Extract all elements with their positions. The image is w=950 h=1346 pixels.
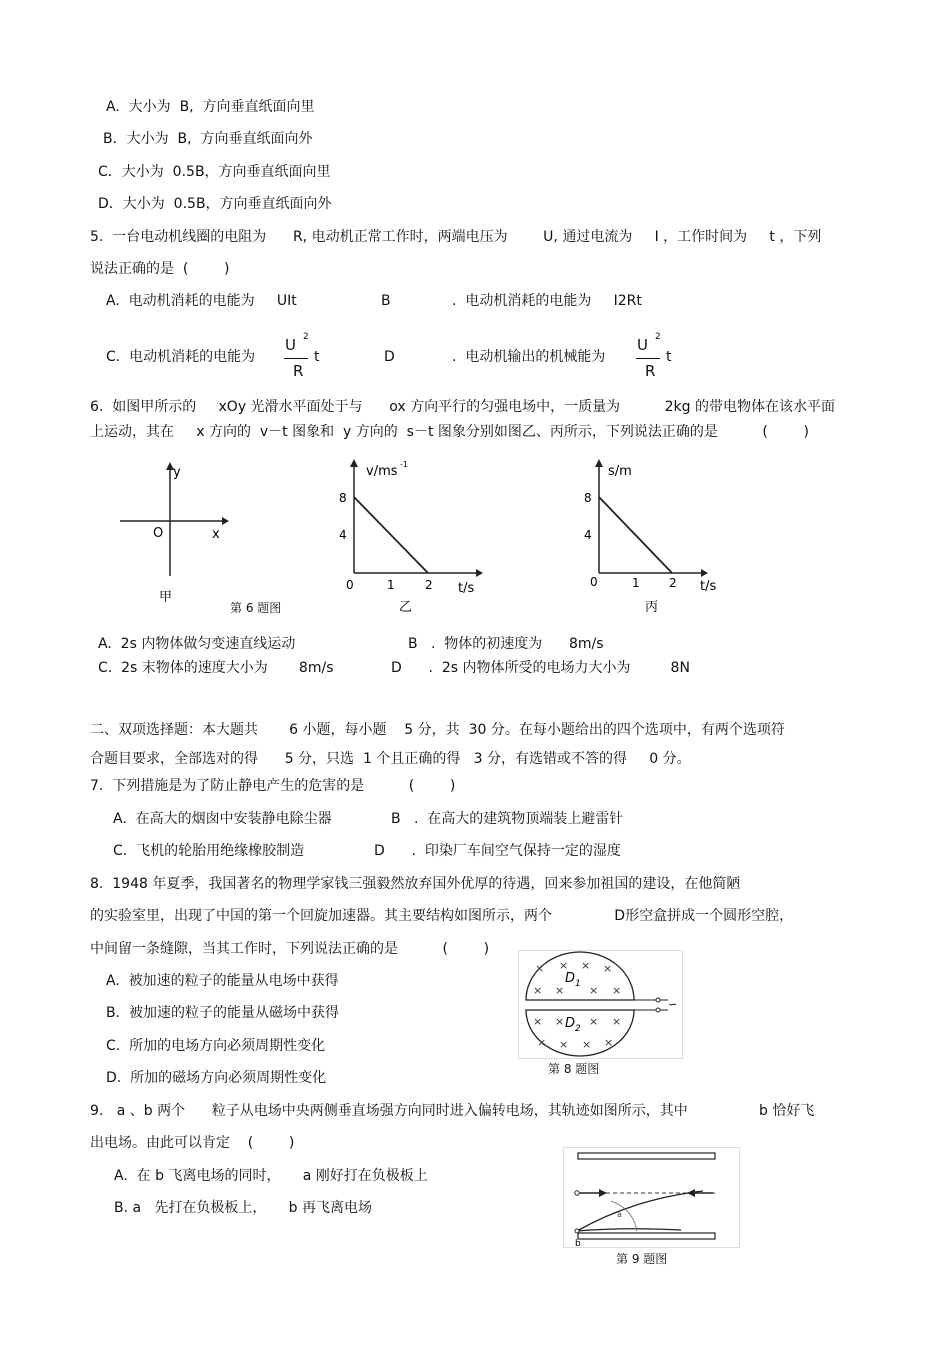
fraction-variable-t: t [666, 349, 672, 365]
q5-option-c-fraction [284, 333, 324, 383]
section2-heading-line1: 二、双项选择题：本大题共 6 小题，每小题 5 分，共 30 分。在每小题给出的四个选项中，有两个选项符 [90, 722, 785, 738]
svg-text:×: × [537, 1036, 547, 1049]
q5-option-d-letter: D [384, 349, 395, 365]
y-axis-arrow [350, 459, 358, 467]
fraction-superscript: 2 [303, 332, 309, 342]
q9-deflection-figure [563, 1147, 741, 1249]
fraction-bar [636, 358, 660, 359]
q8-option-a: A. 被加速的粒子的能量从电场中获得 [106, 973, 339, 989]
q9-stem-line1: 9. a 、b 两个 粒子从电场中央两侧垂直场强方向同时进入偏转电场，其轨迹如图所示，其中 b 恰好飞 [90, 1103, 815, 1119]
q6-figure-yi [330, 455, 510, 615]
q6-option-d: D . 2s 内物体所受的电场力大小为 8N [391, 660, 690, 676]
x-axis-label: x [212, 527, 220, 542]
x-tick-label: 2 [669, 576, 677, 590]
q5-option-c: C. 电动机消耗的电能为 [106, 349, 256, 365]
q4-option-d: D．大小为 0.5B，方向垂直纸面向外 [98, 196, 332, 212]
svg-text:×: × [581, 959, 591, 972]
particle-a-entry-point [575, 1191, 579, 1195]
q5-option-d: . 电动机输出的机械能为 [452, 349, 606, 365]
q4-option-b: B．大小为 B, 方向垂直纸面向外 [103, 131, 313, 147]
svg-text:×: × [555, 1015, 565, 1028]
fraction-numerator: U [637, 336, 648, 354]
svg-text:×: × [533, 1015, 543, 1028]
q6-option-c: C. 2s 末物体的速度大小为 8m/s [98, 660, 334, 676]
y-axis-label-superscript: -1 [400, 460, 408, 469]
x-tick-label: 1 [387, 578, 395, 592]
q6-stem-line2: 上运动，其在 x 方向的 v－t 图象和 y 方向的 s－t 图象分别如图乙、丙所示，下列说法正确的是 ( ) [90, 424, 809, 440]
q8-figure-caption: 第 8 题图 [548, 1062, 600, 1076]
magnetic-field-crosses-upper [533, 959, 621, 997]
label-a: a [617, 1210, 622, 1219]
y-axis-label: y [173, 465, 181, 480]
q4-option-c: C．大小为 0.5B，方向垂直纸面向里 [98, 164, 331, 180]
y-axis-arrow [595, 459, 603, 467]
q8-stem-line2: 的实验室里，出现了中国的第一个回旋加速器。其主要结构如图所示，两个 D形空盒拼成一个圆形空腔， [90, 908, 794, 924]
q5-option-d-fraction [636, 333, 676, 383]
q5-stem-line2: 说法正确的是 ( ) [90, 261, 230, 277]
q6-figure-caption: 第 6 题图 [230, 601, 282, 615]
x-axis-arrow [222, 517, 229, 525]
q9-option-a: A. 在 b 飞离电场的同时， a 刚好打在负极板上 [114, 1168, 428, 1184]
d1-subscript: 1 [575, 979, 581, 989]
q9-stem-line2: 出电场。由此可以肯定 ( ) [90, 1135, 295, 1151]
terminal-icon [656, 998, 660, 1002]
x-axis-label: t/s [700, 579, 717, 594]
particle-b-entry-point [575, 1229, 579, 1233]
y-tick-label: 8 [584, 491, 592, 505]
y-tick-label: 4 [584, 528, 592, 542]
q7-stem: 7. 下列措施是为了防止静电产生的危害的是 ( ) [90, 778, 456, 794]
origin-label: O [153, 526, 164, 541]
q5-option-b-letter: B [381, 293, 391, 309]
fraction-denominator: R [293, 362, 304, 380]
q6-figure-bing [575, 455, 755, 615]
x-tick-label: 0 [590, 575, 598, 589]
svg-text:×: × [612, 1015, 622, 1028]
q6-stem-line1: 6. 如图甲所示的 xOy 光滑水平面处于与 ox 方向平行的匀强电场中，一质量为 2kg 的带电物体在该水平面 [90, 399, 835, 415]
q6-option-b: B . 物体的初速度为 8m/s [408, 636, 604, 652]
figure-caption-yi: 乙 [399, 600, 413, 615]
q7-option-a: A. 在高大的烟囱中安装静电除尘器 [113, 811, 332, 827]
y-axis-label: s/m [608, 464, 632, 479]
y-tick-label: 8 [339, 491, 347, 505]
x-tick-label: 0 [346, 578, 354, 592]
svg-text:×: × [582, 1038, 592, 1051]
svg-text:×: × [603, 962, 613, 975]
fraction-superscript: 2 [655, 332, 661, 342]
section2-heading-line2: 合题目要求，全部选对的得 5 分，只选 1 个且正确的得 3 分，有选错或不答的得 0 分。 [90, 751, 691, 767]
q9-figure-caption: 第 9 题图 [616, 1252, 668, 1266]
x-tick-label: 1 [632, 576, 640, 590]
q7-option-c: C. 飞机的轮胎用绝缘橡胶制造 [113, 843, 305, 859]
figure-caption-jia: 甲 [159, 590, 173, 605]
bottom-plate [578, 1233, 715, 1239]
q8-stem-line1: 8. 1948 年夏季，我国著名的物理学家钱三强毅然放弃国外优厚的待遇，回来参加祖国的建设，在他简陋 [90, 876, 741, 892]
fraction-numerator: U [285, 336, 296, 354]
svg-text:×: × [589, 984, 599, 997]
svg-text:×: × [535, 962, 545, 975]
x-axis-arrow [701, 569, 708, 577]
q8-stem-line3: 中间留一条缝隙，当其工作时，下列说法正确的是 ( ) [90, 941, 490, 957]
y-axis-label: v/ms [366, 464, 398, 479]
x-axis-arrow [476, 569, 483, 577]
q8-cyclotron-figure [518, 950, 684, 1060]
q6-figure-jia [110, 458, 230, 608]
q8-option-b: B. 被加速的粒子的能量从磁场中获得 [106, 1005, 339, 1021]
particle-a-trajectory [577, 1229, 681, 1231]
ac-source-icon: ∽ [668, 998, 678, 1011]
q4-option-a: A. 大小为 B, 方向垂直纸面向里 [106, 99, 315, 115]
q5-option-a: A. 电动机消耗的电能为 UIt [106, 293, 297, 309]
q7-option-d: D . 印染厂车间空气保持一定的湿度 [374, 843, 621, 859]
q8-option-d: D. 所加的磁场方向必须周期性变化 [106, 1070, 327, 1086]
svg-text:×: × [612, 984, 622, 997]
top-plate [578, 1153, 715, 1159]
q8-option-c: C. 所加的电场方向必须周期性变化 [106, 1038, 326, 1054]
fraction-bar [284, 358, 308, 359]
svg-text:×: × [589, 1015, 599, 1028]
q7-option-b: B . 在高大的建筑物顶端装上避雷针 [391, 811, 624, 827]
svg-text:×: × [559, 959, 569, 972]
q5-option-b: . 电动机消耗的电能为 I2Rt [452, 293, 642, 309]
d2-label: D [565, 1016, 576, 1031]
v-t-line [354, 497, 428, 573]
s-t-line [599, 497, 672, 573]
svg-text:×: × [604, 1036, 614, 1049]
svg-text:×: × [533, 984, 543, 997]
q5-stem-line1: 5. 一台电动机线圈的电阻为 R, 电动机正常工作时，两端电压为 U, 通过电流为 I ，工作时间为 t ，下列 [90, 229, 822, 245]
fraction-variable-t: t [314, 349, 320, 365]
fraction-denominator: R [645, 362, 656, 380]
d2-subscript: 2 [575, 1024, 581, 1034]
x-tick-label: 2 [425, 578, 433, 592]
d1-label: D [565, 971, 576, 986]
terminal-icon [656, 1008, 660, 1012]
arrow-head-icon [599, 1189, 607, 1197]
q6-option-a: A. 2s 内物体做匀变速直线运动 [98, 636, 296, 652]
q9-option-b: B. a 先打在负极板上， b 再飞离电场 [114, 1200, 373, 1216]
svg-text:×: × [555, 984, 565, 997]
x-axis-label: t/s [458, 581, 475, 596]
figure-caption-bing: 丙 [645, 600, 659, 615]
label-b: b [575, 1239, 581, 1249]
particle-b-trajectory [577, 1191, 703, 1231]
svg-text:×: × [559, 1038, 569, 1051]
y-tick-label: 4 [339, 528, 347, 542]
